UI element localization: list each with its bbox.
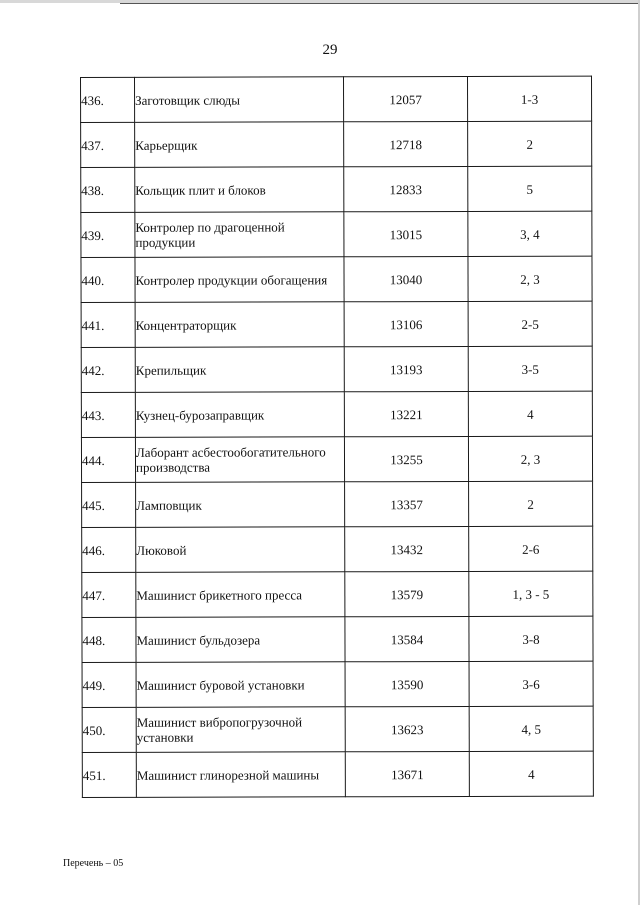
qualification-grade: 3-8: [469, 616, 593, 661]
occupation-code: 12833: [344, 166, 468, 211]
qualification-grade: 1-3: [467, 76, 591, 121]
table-row: [81, 166, 592, 212]
occupation-code: 13106: [344, 301, 468, 346]
qualification-grade: 2, 3: [468, 436, 592, 481]
occupation-code: 13432: [345, 526, 469, 571]
occupation-name: Контролер по драгоценной продукции: [135, 212, 344, 258]
row-number: 449.: [82, 662, 136, 707]
row-number: 441.: [81, 302, 135, 347]
qualification-grade: 2: [469, 481, 593, 526]
row-number: 445.: [82, 482, 136, 527]
row-number: 442.: [81, 347, 135, 392]
row-number: 439.: [81, 212, 135, 257]
qualification-grade: 2-5: [468, 301, 592, 346]
occupation-name: Концентраторщик: [135, 302, 344, 348]
occupation-code: 12057: [344, 76, 468, 121]
occupation-code: 13590: [345, 661, 469, 706]
row-number: 448.: [82, 617, 136, 662]
occupation-name: Машинист вибропогрузочной установки: [136, 707, 345, 753]
table-row: [81, 346, 592, 392]
row-number: 438.: [81, 167, 135, 212]
qualification-grade: 2: [468, 121, 592, 166]
occupation-table: [80, 76, 594, 798]
row-number: 444.: [81, 437, 135, 482]
row-number: 437.: [81, 122, 135, 167]
occupation-code: 13193: [344, 346, 468, 391]
occupation-code: 13671: [345, 751, 469, 796]
qualification-grade: 2-6: [469, 526, 593, 571]
occupation-name: Кольщик плит и блоков: [135, 167, 344, 213]
occupation-name: Ламповщик: [136, 482, 345, 528]
occupation-code: 13623: [345, 706, 469, 751]
table-row: [81, 256, 592, 302]
row-number: 446.: [82, 527, 136, 572]
row-number: 447.: [82, 572, 136, 617]
table-row: [82, 481, 593, 527]
occupation-name: Кузнец-бурозаправщик: [135, 392, 344, 438]
table-row: [82, 526, 593, 572]
qualification-grade: 3-6: [469, 661, 593, 706]
qualification-grade: 5: [468, 166, 592, 211]
occupation-code: 13255: [344, 436, 468, 481]
occupation-code: 13579: [345, 571, 469, 616]
row-number: 443.: [81, 392, 135, 437]
qualification-grade: 3, 4: [468, 211, 592, 256]
table-row: [82, 706, 593, 752]
occupation-code: 13221: [344, 391, 468, 436]
table-row: [82, 661, 593, 707]
occupation-name: Контролер продукции обогащения: [135, 257, 344, 303]
occupation-code: 13357: [345, 481, 469, 526]
occupation-name: Машинист глинорезной машины: [136, 752, 345, 798]
table-body: [81, 76, 594, 797]
row-number: 436.: [81, 77, 135, 122]
occupation-name: Машинист брикетного пресса: [136, 572, 345, 618]
table-row: [82, 616, 593, 662]
occupation-name: Машинист буровой установки: [136, 662, 345, 708]
occupation-code: 12718: [344, 121, 468, 166]
occupation-code: 13015: [344, 211, 468, 256]
occupation-name: Карьерщик: [135, 122, 344, 168]
qualification-grade: 2, 3: [468, 256, 592, 301]
footer-label: Перечень – 05: [63, 858, 124, 869]
table-row: [82, 571, 593, 617]
occupation-name: Машинист бульдозера: [136, 617, 345, 663]
table-row: [82, 751, 593, 797]
occupation-name: Заготовщик слюды: [135, 77, 344, 123]
table-row: [81, 211, 592, 257]
table-row: [81, 121, 592, 167]
qualification-grade: 4, 5: [469, 706, 593, 751]
occupation-name: Люковой: [136, 527, 345, 573]
occupation-name: Лаборант асбестообогатительного производства: [135, 437, 344, 483]
qualification-grade: 4: [469, 751, 593, 796]
table-row: [81, 76, 592, 122]
occupation-code: 13040: [344, 256, 468, 301]
occupation-code: 13584: [345, 616, 469, 661]
scan-edge-line: [120, 3, 640, 4]
table-row: [81, 391, 592, 437]
row-number: 450.: [82, 707, 136, 752]
qualification-grade: 3-5: [468, 346, 592, 391]
qualification-grade: 4: [468, 391, 592, 436]
occupation-name: Крепильщик: [135, 347, 344, 393]
table-row: [81, 301, 592, 347]
table-row: [81, 436, 592, 482]
row-number: 451.: [82, 752, 136, 797]
page-number: 29: [322, 42, 338, 58]
row-number: 440.: [81, 257, 135, 302]
qualification-grade: 1, 3 - 5: [469, 571, 593, 616]
